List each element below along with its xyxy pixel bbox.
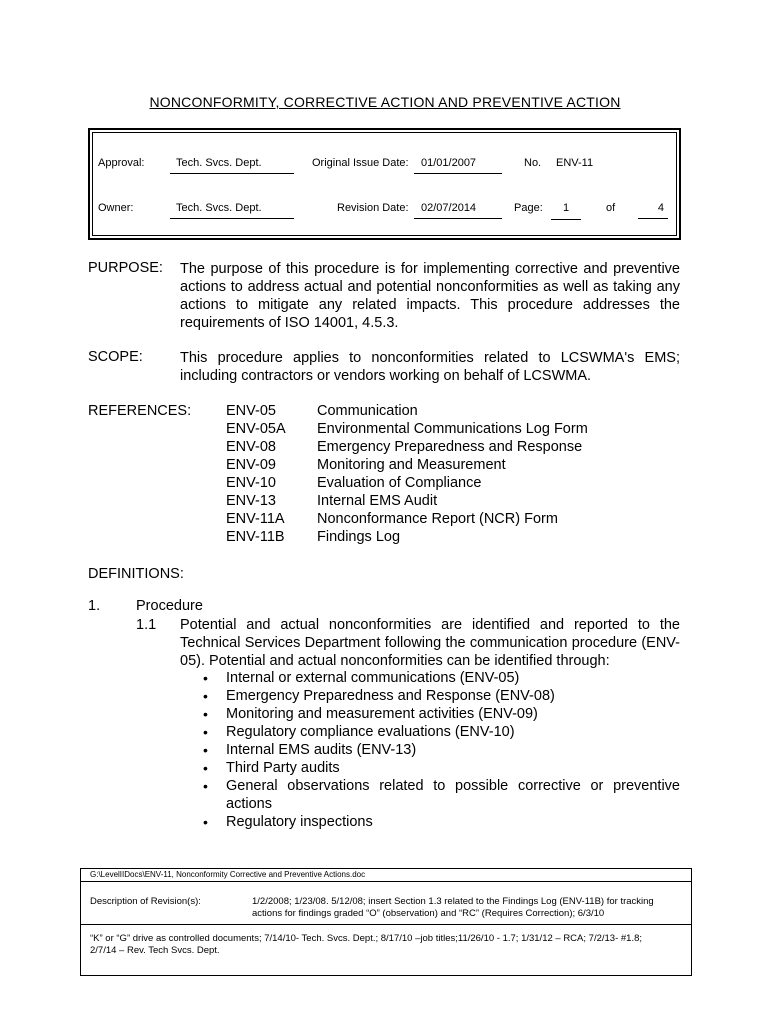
reference-description: Environmental Communications Log Form	[317, 421, 588, 437]
document-title: NONCONFORMITY, CORRECTIVE ACTION AND PREVENTIVE ACTION	[149, 94, 621, 110]
of-label: of	[606, 202, 616, 214]
original-issue-value: 01/01/2007	[414, 157, 502, 174]
bullet-dot: •	[203, 670, 208, 686]
bullet-dot: •	[203, 778, 208, 794]
reference-code: ENV-05A	[226, 421, 286, 437]
bullet-dot: •	[203, 688, 208, 704]
revision-description-line: 1/2/2008; 1/23/08. 5/12/08; insert Section 1.3 related to the Findings Log (ENV-11B) for tracking	[252, 896, 654, 907]
reference-description: Emergency Preparedness and Response	[317, 439, 583, 455]
reference-description: Nonconformance Report (NCR) Form	[317, 511, 558, 527]
section-number: 1.	[88, 598, 101, 614]
footer-divider	[80, 924, 692, 925]
revision-footer-box	[80, 868, 692, 976]
bullet-dot: •	[203, 814, 208, 830]
purpose-line: requirements of ISO 14001, 4.5.3.	[180, 315, 399, 331]
reference-description: Monitoring and Measurement	[317, 457, 506, 473]
bullet-item: Internal or external communications (ENV-05)	[226, 670, 520, 686]
owner-value: Tech. Svcs. Dept.	[170, 202, 294, 219]
number-value: ENV-11	[556, 157, 594, 169]
bullet-dot: •	[203, 760, 208, 776]
scope-line: including contractors or vendors working on behalf of LCSWMA.	[180, 368, 592, 384]
revision-note-line: 2/7/14 – Rev. Tech Svcs. Dept.	[90, 945, 220, 956]
approval-value: Tech. Svcs. Dept.	[170, 157, 294, 174]
bullet-dot: •	[203, 742, 208, 758]
reference-code: ENV-11A	[226, 511, 285, 527]
definitions-label: DEFINITIONS:	[88, 566, 184, 582]
reference-code: ENV-09	[226, 457, 276, 473]
scope-label: SCOPE:	[88, 349, 143, 365]
purpose-line: actions to address actual and potential nonconformities as well as taking any	[180, 279, 680, 295]
bullet-item: General observations related to possible corrective or preventive	[226, 778, 680, 794]
reference-description: Findings Log	[317, 529, 401, 545]
bullet-item: Emergency Preparedness and Response (ENV-08)	[226, 688, 555, 704]
document-path: G:\LevelIIDocs\ENV-11, Nonconformity Corrective and Preventive Actions.doc	[90, 870, 366, 879]
subsection-line: Technical Services Department following the communication procedure (ENV-	[180, 635, 680, 651]
purpose-label: PURPOSE:	[88, 260, 163, 276]
reference-code: ENV-08	[226, 439, 276, 455]
page-value: 1	[551, 202, 581, 220]
header-box-inner	[92, 132, 677, 236]
reference-description: Communication	[317, 403, 418, 419]
reference-code: ENV-05	[226, 403, 276, 419]
bullet-dot: •	[203, 724, 208, 740]
revision-description-label: Description of Revision(s):	[90, 896, 201, 907]
scope-line: This procedure applies to nonconformities related to LCSWMA's EMS;	[180, 350, 680, 366]
revision-date-value: 02/07/2014	[414, 202, 502, 219]
bullet-item: Regulatory compliance evaluations (ENV-10)	[226, 724, 515, 740]
revision-date-label: Revision Date:	[337, 202, 409, 214]
bullet-item-continuation: actions	[226, 796, 272, 812]
subsection-text	[180, 616, 680, 670]
revision-description-line: actions for findings graded “O” (observation) and “RC” (Requires Correction); 6/3/10	[252, 908, 605, 919]
reference-description: Evaluation of Compliance	[317, 475, 482, 491]
subsection-line: Potential and actual nonconformities are identified and reported to the	[180, 617, 680, 633]
bullet-item: Internal EMS audits (ENV-13)	[226, 742, 417, 758]
bullet-item: Monitoring and measurement activities (ENV-09)	[226, 706, 538, 722]
reference-code: ENV-13	[226, 493, 276, 509]
subsection-number: 1.1	[136, 617, 157, 633]
references-label: REFERENCES:	[88, 403, 192, 419]
number-label: No.	[524, 157, 542, 169]
bullet-item: Regulatory inspections	[226, 814, 373, 830]
owner-label: Owner:	[98, 202, 134, 214]
bullet-item: Third Party audits	[226, 760, 340, 776]
page-label: Page:	[514, 202, 543, 214]
purpose-text	[180, 260, 680, 332]
purpose-line: actions to mitigate any related impacts. This procedure addresses the	[180, 297, 680, 313]
purpose-line: The purpose of this procedure is for implementing corrective and preventive	[180, 261, 680, 277]
reference-code: ENV-10	[226, 475, 276, 491]
approval-label: Approval:	[98, 157, 145, 169]
section-heading: Procedure	[136, 598, 203, 614]
revision-note-line: “K” or “G” drive as controlled documents; 7/14/10- Tech. Svcs. Dept.; 8/17/10 –job titles;11/26/10 - 1.7; 1/31/12 – RCA; 7/2/13- #1.8;	[90, 933, 643, 944]
reference-code: ENV-11B	[226, 529, 285, 545]
subsection-line: 05). Potential and actual nonconformities can be identified through:	[180, 653, 610, 669]
original-issue-label: Original Issue Date:	[312, 157, 409, 169]
scope-text	[180, 349, 680, 385]
footer-divider	[80, 881, 692, 882]
reference-description: Internal EMS Audit	[317, 493, 438, 509]
of-value: 4	[638, 202, 668, 219]
bullet-dot: •	[203, 706, 208, 722]
